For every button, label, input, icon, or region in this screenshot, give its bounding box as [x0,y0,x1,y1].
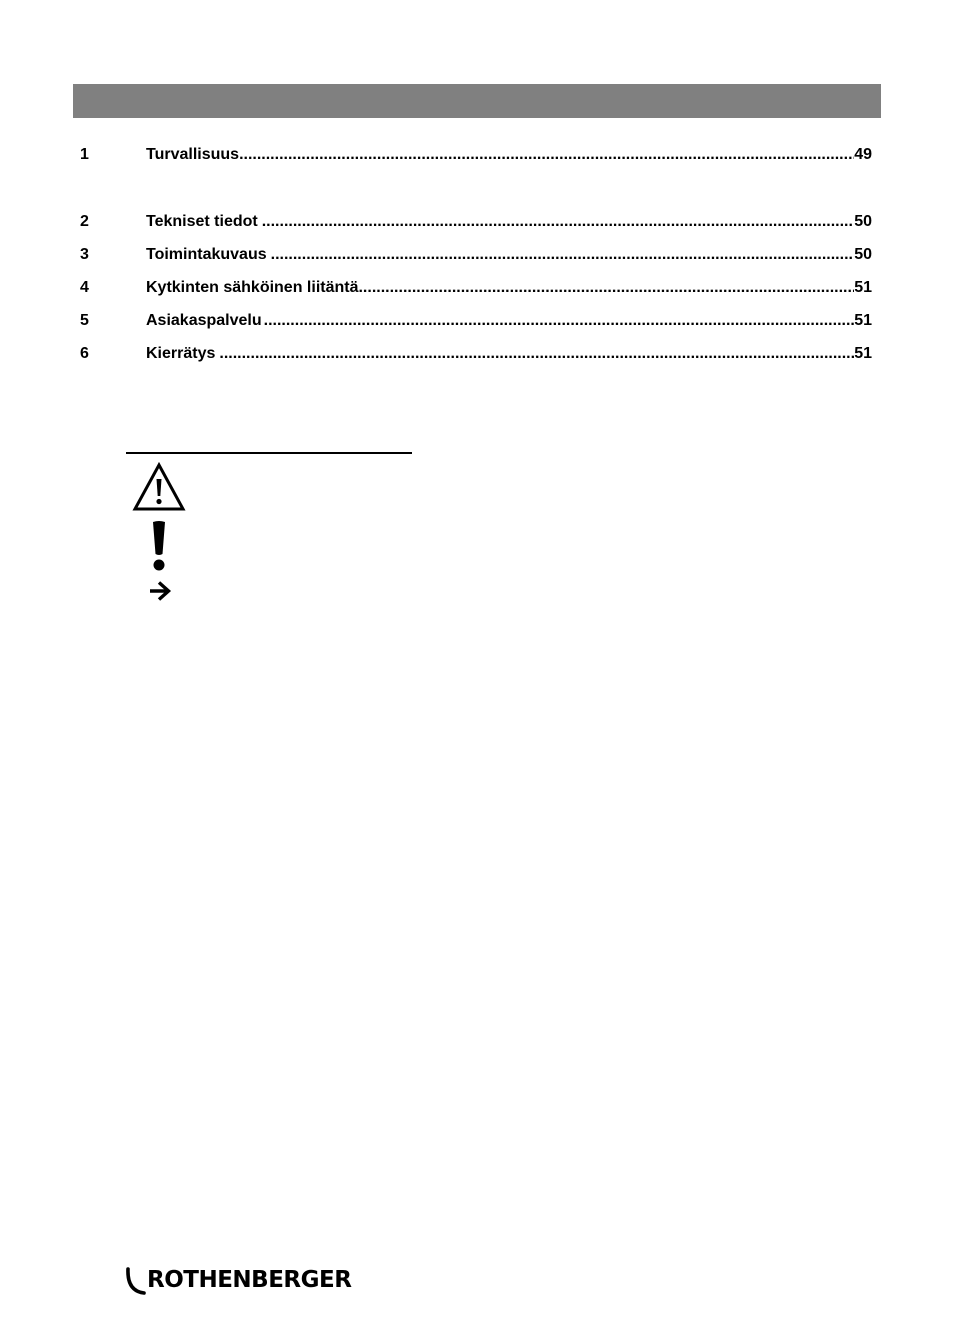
toc-leader-dots [239,144,854,166]
toc-leader-dots [271,244,855,266]
toc-entry-number: 4 [80,279,89,296]
toc-entry-page: 51 [854,312,872,329]
toc-entry-number: 1 [80,146,89,163]
toc-entry-6[interactable] [80,343,872,365]
toc-leader-dots [219,343,854,365]
toc-entry-2[interactable] [80,211,872,233]
toc-entry-title: Tekniset tiedot [146,213,258,230]
brand-name: ROTHENBERGER [147,1267,352,1293]
toc-entry-number: 3 [80,246,89,263]
toc-leader-dots [358,277,854,299]
toc-entry-5[interactable] [80,310,872,332]
toc-entry-3[interactable] [80,244,872,266]
toc-entry-number: 5 [80,312,89,329]
toc-entry-page: 50 [854,213,872,230]
toc-entry-4[interactable] [80,277,872,299]
toc-entry-page: 50 [854,246,872,263]
brand-logo [124,1262,351,1298]
section-divider [126,452,412,454]
header-bar [73,84,881,118]
warning-triangle-icon [132,462,186,512]
toc-entry-title: Turvallisuus [146,146,240,163]
arrow-right-icon [148,580,172,602]
toc-entry-title: Toimintakuvaus [146,246,267,263]
toc-entry-number: 2 [80,213,89,230]
toc-entry-title: Kierrätys [146,345,216,362]
toc-entry-title: Kytkinten sähköinen liitäntä [146,279,359,296]
toc-entry-title: Asiakaspalvelu [146,312,262,329]
exclamation-icon [148,520,170,572]
toc-entry-page: 51 [854,345,872,362]
toc-entry-1[interactable] [80,144,872,166]
toc-leader-dots [262,211,854,233]
toc-leader-dots [264,310,855,332]
toc-entry-page: 49 [854,146,872,163]
toc-entry-page: 51 [854,279,872,296]
toc-entry-number: 6 [80,345,89,362]
